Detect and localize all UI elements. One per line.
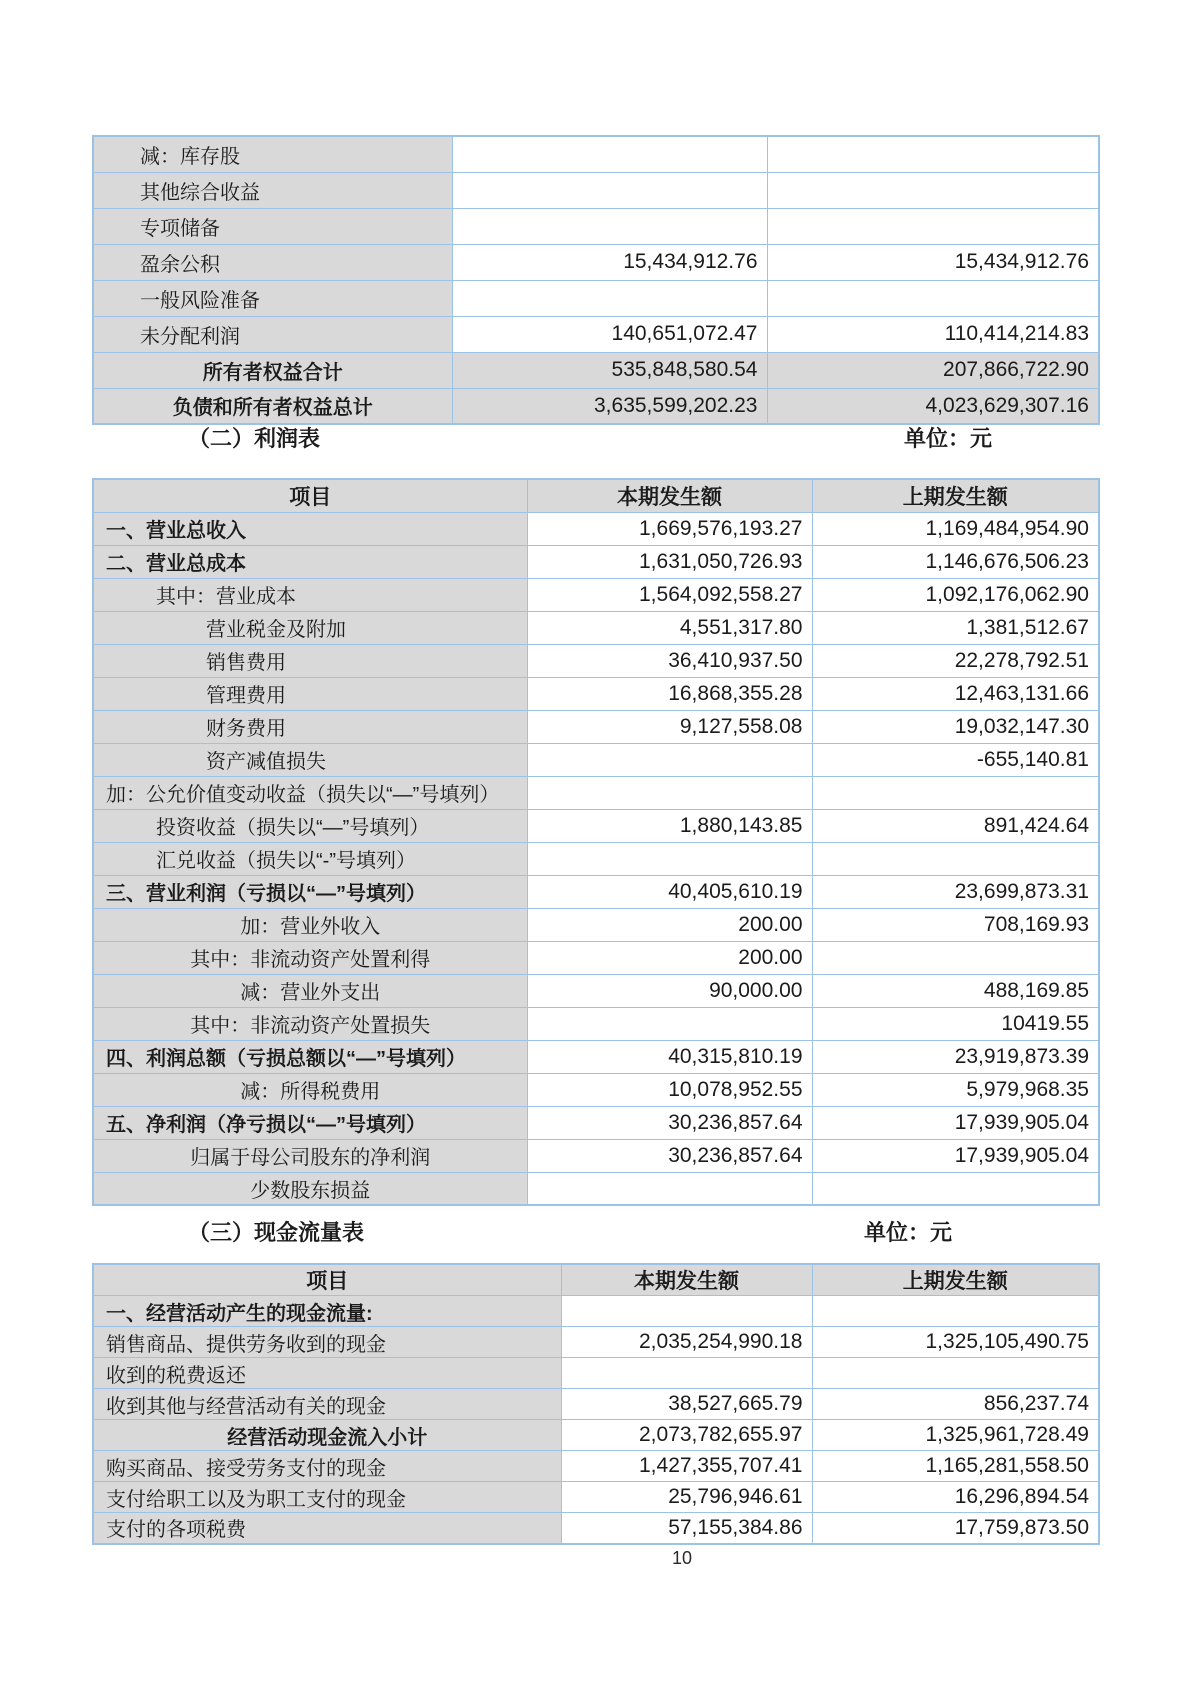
current-period-value [561, 1358, 812, 1389]
current-period-value [452, 172, 767, 208]
row-label: 收到的税费返还 [93, 1358, 561, 1389]
row-label: 购买商品、接受劳务支付的现金 [93, 1451, 561, 1482]
table-row [93, 172, 1099, 208]
row-label: 减：所得税费用 [93, 1073, 527, 1106]
prior-period-value: 891,424.64 [812, 809, 1099, 842]
prior-period-value [812, 941, 1099, 974]
prior-period-value: 1,169,484,954.90 [812, 512, 1099, 545]
prior-period-value: 17,759,873.50 [812, 1513, 1099, 1544]
current-period-value: 25,796,946.61 [561, 1482, 812, 1513]
current-period-value: 3,635,599,202.23 [452, 388, 767, 424]
column-header: 本期发生额 [527, 479, 812, 512]
prior-period-value: 1,325,105,490.75 [812, 1327, 1099, 1358]
row-label: 未分配利润 [93, 316, 452, 352]
table-row [93, 545, 1099, 578]
current-period-value: 140,651,072.47 [452, 316, 767, 352]
current-period-value: 4,551,317.80 [527, 611, 812, 644]
prior-period-value: 19,032,147.30 [812, 710, 1099, 743]
prior-period-value [767, 208, 1099, 244]
current-period-value [561, 1296, 812, 1327]
current-period-value: 200.00 [527, 908, 812, 941]
table-row [93, 1389, 1099, 1420]
current-period-value [452, 280, 767, 316]
row-label: 三、营业利润（亏损以“—”号填列） [93, 875, 527, 908]
row-label: 盈余公积 [93, 244, 452, 280]
table-row [93, 677, 1099, 710]
row-label: 管理费用 [93, 677, 527, 710]
prior-period-value: 23,919,873.39 [812, 1040, 1099, 1073]
row-label: 支付给职工以及为职工支付的现金 [93, 1482, 561, 1513]
row-label: 减：库存股 [93, 136, 452, 172]
row-label: 少数股东损益 [93, 1172, 527, 1205]
row-label: 其他综合收益 [93, 172, 452, 208]
prior-period-value: 15,434,912.76 [767, 244, 1099, 280]
current-period-value [452, 208, 767, 244]
prior-period-value [767, 280, 1099, 316]
row-label: 所有者权益合计 [93, 352, 452, 388]
current-period-value [527, 743, 812, 776]
table-header-row [93, 1264, 1099, 1296]
row-label: 二、营业总成本 [93, 545, 527, 578]
unit-label: 单位：元 [903, 426, 992, 451]
row-label: 销售费用 [93, 644, 527, 677]
prior-period-value: 708,169.93 [812, 908, 1099, 941]
table-row [93, 1073, 1099, 1106]
table-row [93, 611, 1099, 644]
table-row [93, 578, 1099, 611]
current-period-value: 1,880,143.85 [527, 809, 812, 842]
table-row [93, 875, 1099, 908]
prior-period-value [812, 1358, 1099, 1389]
table-row [93, 710, 1099, 743]
income-statement-table [92, 478, 1100, 1206]
current-period-value: 30,236,857.64 [527, 1139, 812, 1172]
table-row [93, 1327, 1099, 1358]
current-period-value [527, 1172, 812, 1205]
row-label: 支付的各项税费 [93, 1513, 561, 1544]
row-label: 加：营业外收入 [93, 908, 527, 941]
table-row [93, 1040, 1099, 1073]
row-label: 销售商品、提供劳务收到的现金 [93, 1327, 561, 1358]
table-row [93, 743, 1099, 776]
row-label: 其中：非流动资产处置利得 [93, 941, 527, 974]
prior-period-value: -655,140.81 [812, 743, 1099, 776]
prior-period-value: 17,939,905.04 [812, 1139, 1099, 1172]
current-period-value [452, 136, 767, 172]
table-row [93, 1106, 1099, 1139]
prior-period-value [767, 172, 1099, 208]
current-period-value: 9,127,558.08 [527, 710, 812, 743]
prior-period-value: 23,699,873.31 [812, 875, 1099, 908]
current-period-value [527, 842, 812, 875]
table-row [93, 1296, 1099, 1327]
current-period-value: 10,078,952.55 [527, 1073, 812, 1106]
current-period-value: 200.00 [527, 941, 812, 974]
table-row [93, 208, 1099, 244]
current-period-value: 90,000.00 [527, 974, 812, 1007]
cash-flow-heading [92, 1218, 1098, 1248]
income-statement-heading [92, 424, 1098, 454]
row-label: 其中：非流动资产处置损失 [93, 1007, 527, 1040]
column-header: 本期发生额 [561, 1264, 812, 1296]
prior-period-value: 5,979,968.35 [812, 1073, 1099, 1106]
prior-period-value: 1,165,281,558.50 [812, 1451, 1099, 1482]
table-row [93, 1172, 1099, 1205]
prior-period-value: 856,237.74 [812, 1389, 1099, 1420]
current-period-value: 38,527,665.79 [561, 1389, 812, 1420]
column-header: 项目 [93, 1264, 561, 1296]
prior-period-value: 1,146,676,506.23 [812, 545, 1099, 578]
table-row [93, 244, 1099, 280]
prior-period-value: 110,414,214.83 [767, 316, 1099, 352]
current-period-value: 30,236,857.64 [527, 1106, 812, 1139]
row-label: 财务费用 [93, 710, 527, 743]
row-label: 投资收益（损失以“—”号填列） [93, 809, 527, 842]
table-row [93, 316, 1099, 352]
row-label: 一般风险准备 [93, 280, 452, 316]
column-header: 上期发生额 [812, 1264, 1099, 1296]
row-label: 一、经营活动产生的现金流量: [93, 1296, 561, 1327]
current-period-value: 16,868,355.28 [527, 677, 812, 710]
table-row [93, 908, 1099, 941]
table-row [93, 1007, 1099, 1040]
prior-period-value [767, 136, 1099, 172]
row-label: 归属于母公司股东的净利润 [93, 1139, 527, 1172]
current-period-value: 1,669,576,193.27 [527, 512, 812, 545]
row-label: 经营活动现金流入小计 [93, 1420, 561, 1451]
table-row [93, 941, 1099, 974]
row-label: 四、利润总额（亏损总额以“—”号填列） [93, 1040, 527, 1073]
table-row [93, 776, 1099, 809]
row-label: 汇兑收益（损失以“-”号填列） [93, 842, 527, 875]
table-row [93, 1482, 1099, 1513]
unit-label: 单位：元 [863, 1220, 952, 1245]
owners-equity-table [92, 135, 1100, 425]
table-row [93, 644, 1099, 677]
table-row [93, 809, 1099, 842]
current-period-value: 57,155,384.86 [561, 1513, 812, 1544]
row-label: 营业税金及附加 [93, 611, 527, 644]
prior-period-value: 22,278,792.51 [812, 644, 1099, 677]
table-row [93, 136, 1099, 172]
current-period-value: 15,434,912.76 [452, 244, 767, 280]
prior-period-value: 10419.55 [812, 1007, 1099, 1040]
table-row [93, 1451, 1099, 1482]
current-period-value: 1,564,092,558.27 [527, 578, 812, 611]
current-period-value: 40,405,610.19 [527, 875, 812, 908]
row-label: 一、营业总收入 [93, 512, 527, 545]
row-label: 专项储备 [93, 208, 452, 244]
current-period-value: 1,427,355,707.41 [561, 1451, 812, 1482]
current-period-value: 2,035,254,990.18 [561, 1327, 812, 1358]
prior-period-value [812, 1172, 1099, 1205]
current-period-value: 40,315,810.19 [527, 1040, 812, 1073]
row-label: 收到其他与经营活动有关的现金 [93, 1389, 561, 1420]
row-label: 减：营业外支出 [93, 974, 527, 1007]
page-number: 10 [672, 1548, 693, 1568]
column-header: 项目 [93, 479, 527, 512]
current-period-value [527, 776, 812, 809]
current-period-value: 2,073,782,655.97 [561, 1420, 812, 1451]
table-row [93, 352, 1099, 388]
table-row [93, 842, 1099, 875]
table-row [93, 512, 1099, 545]
prior-period-value [812, 1296, 1099, 1327]
current-period-value [527, 1007, 812, 1040]
table-row [93, 280, 1099, 316]
prior-period-value: 17,939,905.04 [812, 1106, 1099, 1139]
prior-period-value: 1,381,512.67 [812, 611, 1099, 644]
prior-period-value [812, 842, 1099, 875]
row-label: 负债和所有者权益总计 [93, 388, 452, 424]
prior-period-value: 207,866,722.90 [767, 352, 1099, 388]
current-period-value: 36,410,937.50 [527, 644, 812, 677]
section-title: （二）利润表 [188, 426, 321, 451]
table-row [93, 388, 1099, 424]
row-label: 五、净利润（净亏损以“—”号填列） [93, 1106, 527, 1139]
table-row [93, 1420, 1099, 1451]
table-row [93, 1513, 1099, 1544]
prior-period-value: 12,463,131.66 [812, 677, 1099, 710]
prior-period-value: 488,169.85 [812, 974, 1099, 1007]
table-row [93, 974, 1099, 1007]
row-label: 资产减值损失 [93, 743, 527, 776]
current-period-value: 1,631,050,726.93 [527, 545, 812, 578]
prior-period-value: 1,092,176,062.90 [812, 578, 1099, 611]
current-period-value: 535,848,580.54 [452, 352, 767, 388]
prior-period-value: 4,023,629,307.16 [767, 388, 1099, 424]
table-row [93, 1358, 1099, 1389]
prior-period-value: 16,296,894.54 [812, 1482, 1099, 1513]
cash-flow-table [92, 1263, 1100, 1545]
column-header: 上期发生额 [812, 479, 1099, 512]
prior-period-value [812, 776, 1099, 809]
row-label: 加：公允价值变动收益（损失以“—”号填列） [93, 776, 527, 809]
row-label: 其中：营业成本 [93, 578, 527, 611]
prior-period-value: 1,325,961,728.49 [812, 1420, 1099, 1451]
table-row [93, 1139, 1099, 1172]
table-header-row [93, 479, 1099, 512]
section-title: （三）现金流量表 [188, 1220, 365, 1245]
